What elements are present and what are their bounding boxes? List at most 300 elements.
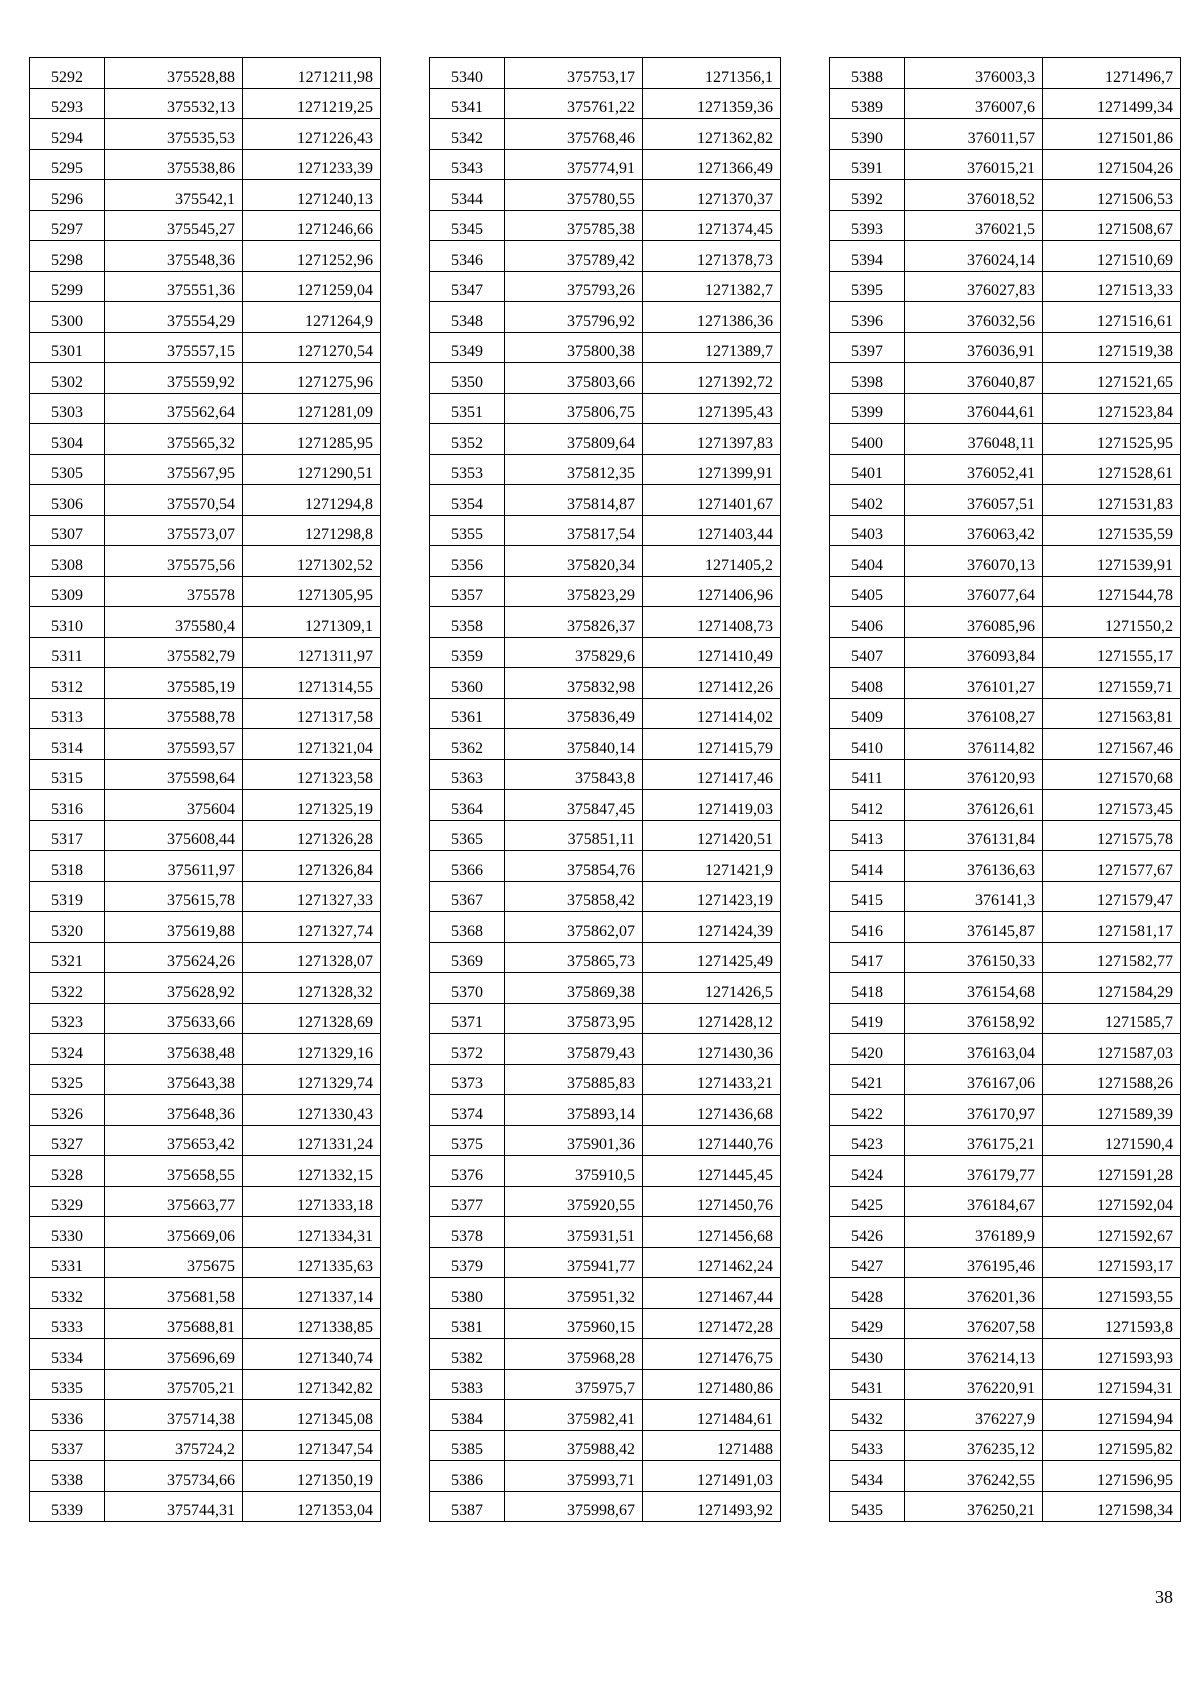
point-number-cell: 5331 [30, 1247, 105, 1278]
x-coordinate-cell: 376011,57 [905, 119, 1043, 150]
x-coordinate-cell: 375528,88 [105, 58, 243, 89]
table-row [30, 1308, 381, 1339]
table-row [430, 729, 781, 760]
table-row [30, 1339, 381, 1370]
x-coordinate-cell: 375789,42 [505, 241, 643, 272]
table-row [430, 424, 781, 455]
y-coordinate-cell: 1271544,78 [1043, 576, 1181, 607]
x-coordinate-cell: 375854,76 [505, 851, 643, 882]
table-row [830, 271, 1181, 302]
y-coordinate-cell: 1271240,13 [243, 180, 381, 211]
table-row [830, 1308, 1181, 1339]
table-row [430, 881, 781, 912]
y-coordinate-cell: 1271405,2 [643, 546, 781, 577]
y-coordinate-cell: 1271528,61 [1043, 454, 1181, 485]
x-coordinate-cell: 375705,21 [105, 1369, 243, 1400]
x-coordinate-cell: 375975,7 [505, 1369, 643, 1400]
point-number-cell: 5359 [430, 637, 505, 668]
x-coordinate-cell: 375920,55 [505, 1186, 643, 1217]
x-coordinate-cell: 375873,95 [505, 1003, 643, 1034]
y-coordinate-cell: 1271353,04 [243, 1491, 381, 1522]
y-coordinate-cell: 1271584,29 [1043, 973, 1181, 1004]
table-row [30, 1125, 381, 1156]
point-number-cell: 5346 [430, 241, 505, 272]
point-number-cell: 5301 [30, 332, 105, 363]
x-coordinate-cell: 375998,67 [505, 1491, 643, 1522]
y-coordinate-cell: 1271406,96 [643, 576, 781, 607]
table-row [30, 1400, 381, 1431]
point-number-cell: 5344 [430, 180, 505, 211]
y-coordinate-cell: 1271570,68 [1043, 759, 1181, 790]
table-row [830, 881, 1181, 912]
x-coordinate-cell: 376048,11 [905, 424, 1043, 455]
point-number-cell: 5381 [430, 1308, 505, 1339]
x-coordinate-cell: 375960,15 [505, 1308, 643, 1339]
table-row [430, 1369, 781, 1400]
point-number-cell: 5326 [30, 1095, 105, 1126]
point-number-cell: 5384 [430, 1400, 505, 1431]
table-row [830, 1400, 1181, 1431]
point-number-cell: 5338 [30, 1461, 105, 1492]
table-row [30, 973, 381, 1004]
table-row [430, 1156, 781, 1187]
y-coordinate-cell: 1271585,7 [1043, 1003, 1181, 1034]
y-coordinate-cell: 1271340,74 [243, 1339, 381, 1370]
x-coordinate-cell: 375812,35 [505, 454, 643, 485]
x-coordinate-cell: 375803,66 [505, 363, 643, 394]
x-coordinate-cell: 376214,13 [905, 1339, 1043, 1370]
point-number-cell: 5395 [830, 271, 905, 302]
x-coordinate-cell: 376108,27 [905, 698, 1043, 729]
x-coordinate-cell: 375806,75 [505, 393, 643, 424]
table-row [430, 1339, 781, 1370]
x-coordinate-cell: 375624,26 [105, 942, 243, 973]
point-number-cell: 5361 [430, 698, 505, 729]
point-number-cell: 5329 [30, 1186, 105, 1217]
point-number-cell: 5292 [30, 58, 105, 89]
x-coordinate-cell: 375582,79 [105, 637, 243, 668]
x-coordinate-cell: 376027,83 [905, 271, 1043, 302]
x-coordinate-cell: 375542,1 [105, 180, 243, 211]
y-coordinate-cell: 1271233,39 [243, 149, 381, 180]
table-row [30, 515, 381, 546]
x-coordinate-cell: 375832,98 [505, 668, 643, 699]
table-row [830, 1491, 1181, 1522]
point-number-cell: 5316 [30, 790, 105, 821]
x-coordinate-cell: 375931,51 [505, 1217, 643, 1248]
y-coordinate-cell: 1271389,7 [643, 332, 781, 363]
table-row [30, 759, 381, 790]
x-coordinate-cell: 375628,92 [105, 973, 243, 1004]
table-row [430, 851, 781, 882]
x-coordinate-cell: 375753,17 [505, 58, 643, 89]
y-coordinate-cell: 1271531,83 [1043, 485, 1181, 516]
table-row [30, 1217, 381, 1248]
table-row [30, 729, 381, 760]
point-number-cell: 5368 [430, 912, 505, 943]
y-coordinate-cell: 1271499,34 [1043, 88, 1181, 119]
y-coordinate-cell: 1271335,63 [243, 1247, 381, 1278]
point-number-cell: 5418 [830, 973, 905, 1004]
y-coordinate-cell: 1271504,26 [1043, 149, 1181, 180]
coordinate-table-1 [29, 57, 381, 1522]
y-coordinate-cell: 1271587,03 [1043, 1034, 1181, 1065]
table-row [830, 546, 1181, 577]
table-row [30, 88, 381, 119]
table-row [30, 881, 381, 912]
x-coordinate-cell: 375633,66 [105, 1003, 243, 1034]
x-coordinate-cell: 375573,07 [105, 515, 243, 546]
table-row [430, 1125, 781, 1156]
point-number-cell: 5357 [430, 576, 505, 607]
x-coordinate-cell: 376015,21 [905, 149, 1043, 180]
table-row [30, 851, 381, 882]
point-number-cell: 5327 [30, 1125, 105, 1156]
point-number-cell: 5304 [30, 424, 105, 455]
y-coordinate-cell: 1271513,33 [1043, 271, 1181, 302]
y-coordinate-cell: 1271305,95 [243, 576, 381, 607]
y-coordinate-cell: 1271226,43 [243, 119, 381, 150]
point-number-cell: 5374 [430, 1095, 505, 1126]
y-coordinate-cell: 1271403,44 [643, 515, 781, 546]
point-number-cell: 5298 [30, 241, 105, 272]
table-row [830, 790, 1181, 821]
y-coordinate-cell: 1271264,9 [243, 302, 381, 333]
point-number-cell: 5311 [30, 637, 105, 668]
x-coordinate-cell: 375879,43 [505, 1034, 643, 1065]
point-number-cell: 5410 [830, 729, 905, 760]
table-row [830, 515, 1181, 546]
y-coordinate-cell: 1271596,95 [1043, 1461, 1181, 1492]
x-coordinate-cell: 376235,12 [905, 1430, 1043, 1461]
point-number-cell: 5354 [430, 485, 505, 516]
x-coordinate-cell: 375862,07 [505, 912, 643, 943]
x-coordinate-cell: 375688,81 [105, 1308, 243, 1339]
y-coordinate-cell: 1271259,04 [243, 271, 381, 302]
point-number-cell: 5308 [30, 546, 105, 577]
point-number-cell: 5406 [830, 607, 905, 638]
y-coordinate-cell: 1271563,81 [1043, 698, 1181, 729]
table-row [430, 1247, 781, 1278]
x-coordinate-cell: 375658,55 [105, 1156, 243, 1187]
y-coordinate-cell: 1271338,85 [243, 1308, 381, 1339]
point-number-cell: 5415 [830, 881, 905, 912]
table-row [830, 759, 1181, 790]
x-coordinate-cell: 375893,14 [505, 1095, 643, 1126]
y-coordinate-cell: 1271420,51 [643, 820, 781, 851]
x-coordinate-cell: 376242,55 [905, 1461, 1043, 1492]
x-coordinate-cell: 376189,9 [905, 1217, 1043, 1248]
y-coordinate-cell: 1271582,77 [1043, 942, 1181, 973]
x-coordinate-cell: 376136,63 [905, 851, 1043, 882]
y-coordinate-cell: 1271425,49 [643, 942, 781, 973]
x-coordinate-cell: 375823,29 [505, 576, 643, 607]
x-coordinate-cell: 376024,14 [905, 241, 1043, 272]
y-coordinate-cell: 1271327,74 [243, 912, 381, 943]
point-number-cell: 5382 [430, 1339, 505, 1370]
table-row [30, 485, 381, 516]
y-coordinate-cell: 1271521,65 [1043, 363, 1181, 394]
y-coordinate-cell: 1271510,69 [1043, 241, 1181, 272]
point-number-cell: 5335 [30, 1369, 105, 1400]
table-row [30, 698, 381, 729]
point-number-cell: 5307 [30, 515, 105, 546]
table-row [30, 1247, 381, 1278]
x-coordinate-cell: 375608,44 [105, 820, 243, 851]
table-row [830, 912, 1181, 943]
point-number-cell: 5356 [430, 546, 505, 577]
table-row [30, 180, 381, 211]
point-number-cell: 5414 [830, 851, 905, 882]
point-number-cell: 5370 [430, 973, 505, 1004]
y-coordinate-cell: 1271539,91 [1043, 546, 1181, 577]
y-coordinate-cell: 1271567,46 [1043, 729, 1181, 760]
point-number-cell: 5397 [830, 332, 905, 363]
point-number-cell: 5428 [830, 1278, 905, 1309]
x-coordinate-cell: 376093,84 [905, 637, 1043, 668]
y-coordinate-cell: 1271592,67 [1043, 1217, 1181, 1248]
table-row [430, 942, 781, 973]
x-coordinate-cell: 375785,38 [505, 210, 643, 241]
point-number-cell: 5341 [430, 88, 505, 119]
point-number-cell: 5435 [830, 1491, 905, 1522]
x-coordinate-cell: 375982,41 [505, 1400, 643, 1431]
point-number-cell: 5385 [430, 1430, 505, 1461]
table-row [30, 1034, 381, 1065]
y-coordinate-cell: 1271488 [643, 1430, 781, 1461]
point-number-cell: 5321 [30, 942, 105, 973]
table-row [430, 1064, 781, 1095]
table-row [430, 149, 781, 180]
x-coordinate-cell: 375535,53 [105, 119, 243, 150]
x-coordinate-cell: 375567,95 [105, 454, 243, 485]
x-coordinate-cell: 375774,91 [505, 149, 643, 180]
table-row [430, 332, 781, 363]
y-coordinate-cell: 1271581,17 [1043, 912, 1181, 943]
table-row [830, 973, 1181, 1004]
point-number-cell: 5372 [430, 1034, 505, 1065]
table-row [30, 1156, 381, 1187]
table-row [30, 668, 381, 699]
y-coordinate-cell: 1271496,7 [1043, 58, 1181, 89]
point-number-cell: 5305 [30, 454, 105, 485]
x-coordinate-cell: 375840,14 [505, 729, 643, 760]
table-row [830, 58, 1181, 89]
x-coordinate-cell: 375548,36 [105, 241, 243, 272]
x-coordinate-cell: 375901,36 [505, 1125, 643, 1156]
x-coordinate-cell: 375578 [105, 576, 243, 607]
point-number-cell: 5293 [30, 88, 105, 119]
table-row [430, 363, 781, 394]
table-row [830, 1461, 1181, 1492]
table-row [30, 241, 381, 272]
table-row [830, 485, 1181, 516]
point-number-cell: 5413 [830, 820, 905, 851]
x-coordinate-cell: 376227,9 [905, 1400, 1043, 1431]
point-number-cell: 5363 [430, 759, 505, 790]
point-number-cell: 5337 [30, 1430, 105, 1461]
point-number-cell: 5379 [430, 1247, 505, 1278]
point-number-cell: 5398 [830, 363, 905, 394]
point-number-cell: 5313 [30, 698, 105, 729]
y-coordinate-cell: 1271311,97 [243, 637, 381, 668]
point-number-cell: 5405 [830, 576, 905, 607]
point-number-cell: 5312 [30, 668, 105, 699]
y-coordinate-cell: 1271433,21 [643, 1064, 781, 1095]
table-row [430, 515, 781, 546]
table-row [430, 912, 781, 943]
coordinate-table-3 [829, 57, 1181, 1522]
y-coordinate-cell: 1271594,31 [1043, 1369, 1181, 1400]
y-coordinate-cell: 1271559,71 [1043, 668, 1181, 699]
y-coordinate-cell: 1271350,19 [243, 1461, 381, 1492]
y-coordinate-cell: 1271501,86 [1043, 119, 1181, 150]
point-number-cell: 5422 [830, 1095, 905, 1126]
x-coordinate-cell: 375557,15 [105, 332, 243, 363]
point-number-cell: 5376 [430, 1156, 505, 1187]
x-coordinate-cell: 375545,27 [105, 210, 243, 241]
table-row [830, 1186, 1181, 1217]
y-coordinate-cell: 1271321,04 [243, 729, 381, 760]
y-coordinate-cell: 1271342,82 [243, 1369, 381, 1400]
table-row [30, 942, 381, 973]
y-coordinate-cell: 1271423,19 [643, 881, 781, 912]
table-row [430, 576, 781, 607]
point-number-cell: 5330 [30, 1217, 105, 1248]
point-number-cell: 5364 [430, 790, 505, 821]
table-row [430, 1461, 781, 1492]
x-coordinate-cell: 375714,38 [105, 1400, 243, 1431]
page-number: 38 [1155, 1587, 1173, 1607]
point-number-cell: 5349 [430, 332, 505, 363]
y-coordinate-cell: 1271325,19 [243, 790, 381, 821]
table-row [30, 119, 381, 150]
x-coordinate-cell: 375734,66 [105, 1461, 243, 1492]
x-coordinate-cell: 375796,92 [505, 302, 643, 333]
table-row [430, 88, 781, 119]
x-coordinate-cell: 376036,91 [905, 332, 1043, 363]
table-row [430, 1400, 781, 1431]
point-number-cell: 5299 [30, 271, 105, 302]
y-coordinate-cell: 1271426,5 [643, 973, 781, 1004]
point-number-cell: 5378 [430, 1217, 505, 1248]
point-number-cell: 5392 [830, 180, 905, 211]
y-coordinate-cell: 1271588,26 [1043, 1064, 1181, 1095]
table-row [30, 210, 381, 241]
table-row [830, 88, 1181, 119]
y-coordinate-cell: 1271374,45 [643, 210, 781, 241]
x-coordinate-cell: 375615,78 [105, 881, 243, 912]
point-number-cell: 5431 [830, 1369, 905, 1400]
table-row [430, 58, 781, 89]
point-number-cell: 5389 [830, 88, 905, 119]
x-coordinate-cell: 376158,92 [905, 1003, 1043, 1034]
x-coordinate-cell: 376179,77 [905, 1156, 1043, 1187]
table-row [830, 698, 1181, 729]
x-coordinate-cell: 375993,71 [505, 1461, 643, 1492]
x-coordinate-cell: 376052,41 [905, 454, 1043, 485]
table-row [830, 576, 1181, 607]
y-coordinate-cell: 1271484,61 [643, 1400, 781, 1431]
point-number-cell: 5383 [430, 1369, 505, 1400]
x-coordinate-cell: 376070,13 [905, 546, 1043, 577]
point-number-cell: 5425 [830, 1186, 905, 1217]
table-row [30, 820, 381, 851]
x-coordinate-cell: 375885,83 [505, 1064, 643, 1095]
y-coordinate-cell: 1271594,94 [1043, 1400, 1181, 1431]
x-coordinate-cell: 376120,93 [905, 759, 1043, 790]
table-row [830, 607, 1181, 638]
point-number-cell: 5424 [830, 1156, 905, 1187]
table-row [30, 271, 381, 302]
point-number-cell: 5323 [30, 1003, 105, 1034]
y-coordinate-cell: 1271275,96 [243, 363, 381, 394]
point-number-cell: 5358 [430, 607, 505, 638]
y-coordinate-cell: 1271412,26 [643, 668, 781, 699]
x-coordinate-cell: 376077,64 [905, 576, 1043, 607]
y-coordinate-cell: 1271579,47 [1043, 881, 1181, 912]
table-row [430, 1095, 781, 1126]
table-row [30, 790, 381, 821]
y-coordinate-cell: 1271328,07 [243, 942, 381, 973]
table-row [30, 1186, 381, 1217]
table-row [30, 912, 381, 943]
y-coordinate-cell: 1271519,38 [1043, 332, 1181, 363]
point-number-cell: 5300 [30, 302, 105, 333]
y-coordinate-cell: 1271399,91 [643, 454, 781, 485]
table-row [830, 1095, 1181, 1126]
table-row [430, 637, 781, 668]
y-coordinate-cell: 1271523,84 [1043, 393, 1181, 424]
x-coordinate-cell: 375554,29 [105, 302, 243, 333]
coordinate-table-body [430, 58, 781, 1522]
y-coordinate-cell: 1271410,49 [643, 637, 781, 668]
point-number-cell: 5332 [30, 1278, 105, 1309]
point-number-cell: 5318 [30, 851, 105, 882]
point-number-cell: 5296 [30, 180, 105, 211]
y-coordinate-cell: 1271525,95 [1043, 424, 1181, 455]
y-coordinate-cell: 1271476,75 [643, 1339, 781, 1370]
x-coordinate-cell: 375817,54 [505, 515, 643, 546]
x-coordinate-cell: 375619,88 [105, 912, 243, 943]
y-coordinate-cell: 1271550,2 [1043, 607, 1181, 638]
x-coordinate-cell: 376131,84 [905, 820, 1043, 851]
x-coordinate-cell: 375562,64 [105, 393, 243, 424]
table-row [830, 1369, 1181, 1400]
y-coordinate-cell: 1271491,03 [643, 1461, 781, 1492]
x-coordinate-cell: 376040,87 [905, 363, 1043, 394]
table-row [430, 393, 781, 424]
x-coordinate-cell: 376145,87 [905, 912, 1043, 943]
table-row [430, 1278, 781, 1309]
x-coordinate-cell: 375663,77 [105, 1186, 243, 1217]
y-coordinate-cell: 1271331,24 [243, 1125, 381, 1156]
x-coordinate-cell: 375814,87 [505, 485, 643, 516]
y-coordinate-cell: 1271401,67 [643, 485, 781, 516]
y-coordinate-cell: 1271294,8 [243, 485, 381, 516]
point-number-cell: 5403 [830, 515, 905, 546]
table-row [30, 637, 381, 668]
table-row [830, 1430, 1181, 1461]
point-number-cell: 5336 [30, 1400, 105, 1431]
table-row [30, 1003, 381, 1034]
table-row [30, 149, 381, 180]
y-coordinate-cell: 1271345,08 [243, 1400, 381, 1431]
y-coordinate-cell: 1271591,28 [1043, 1156, 1181, 1187]
x-coordinate-cell: 375588,78 [105, 698, 243, 729]
x-coordinate-cell: 376220,91 [905, 1369, 1043, 1400]
x-coordinate-cell: 375800,38 [505, 332, 643, 363]
